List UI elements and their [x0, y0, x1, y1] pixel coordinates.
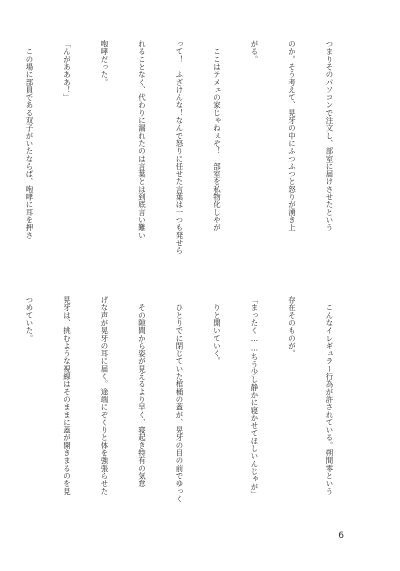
text-line: ひとりでに閉じていた棺桶の蓋が、晃牙の目の前でゆっく — [175, 296, 184, 503]
text-line: りと開いていく。 — [212, 296, 222, 365]
text-line: 「まったく……ちう少し静かに寝かせてほしいんじゃが」 — [250, 296, 259, 499]
text-line: つめていた。 — [25, 296, 34, 342]
text-line: 咆哮だった。 — [100, 40, 109, 86]
text-line: 「んがあああ！」 — [62, 40, 72, 102]
text-line: こんなイレギュラー行為が許されている。朔間零という — [325, 296, 334, 495]
text-line: がる。 — [250, 40, 259, 63]
text-line: れることなく、代わりに漏れたのは言葉とは到底言い難い — [137, 40, 147, 239]
text-line: のか。そう考えて、晃牙の中にふつふつと怒りが湧き上 — [287, 40, 297, 232]
text-line: げな声が晃牙の耳に届く。途端にぞくりと体を強張らせた — [100, 296, 109, 495]
page-number: 6 — [338, 531, 344, 541]
text-line: 晃牙は、挑むような視線はそのままに蓋が開きまるのを見 — [62, 296, 72, 495]
text-line: その隙間から姿が見えるより早く、寝起き特有の気怠 — [137, 296, 147, 488]
upper-text-block — [0, 40, 360, 278]
text-line: つまりそのパソコンで注文し、部室に届けさせたという — [325, 40, 334, 232]
text-line: この場に部員である双子がいたならば、咆哮に耳を押さ — [25, 40, 34, 239]
lower-text-block — [0, 296, 360, 534]
text-line: ここはテメェの家じゃねぇぞ！ 部室を私物化しやが — [212, 40, 222, 232]
text-line: って！ ふざけんな！なんで怒りに任せた言葉は一つも発せら — [175, 40, 184, 255]
text-line: 存在そのものが。 — [287, 296, 297, 358]
